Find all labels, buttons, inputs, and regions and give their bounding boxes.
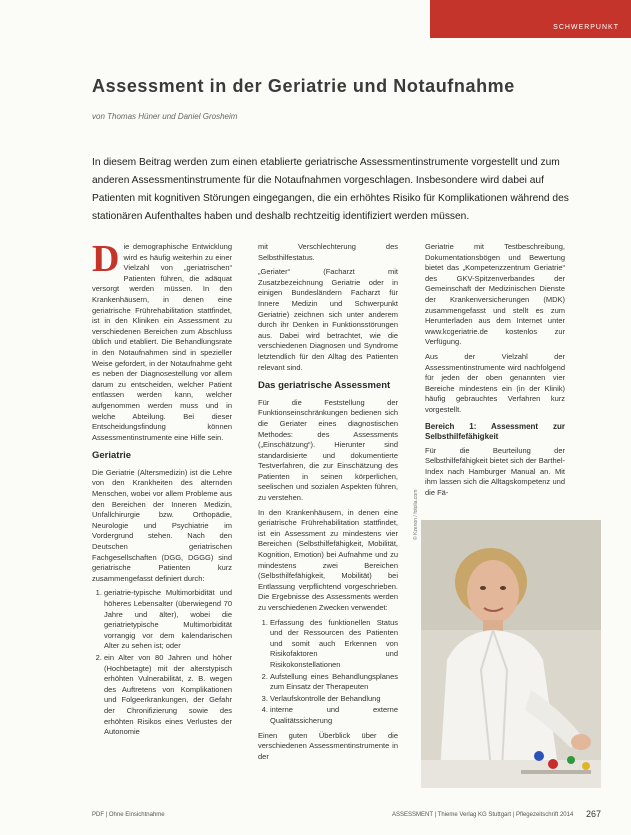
paragraph: Einen guten Überblick über die verschiedenen Assessmentinstrumente in der [258, 730, 398, 761]
article-photo [421, 520, 601, 788]
text-column-1 [92, 238, 232, 742]
photo-credit: © Kzenon / fotolia.com [413, 489, 419, 540]
section-band [430, 0, 631, 38]
list-item: 1. Erfassung des funktionellen Status und der Ressourcen des Patienten und somit auch Erkennen von Risikofaktoren und Risikokonstellationen [270, 618, 398, 671]
paragraph: Für die Feststellung der Funktionseinschränkungen bedienen sich die Geriater eines diagnostischen Methodes: des Assessments („Einschätzung“). Hierunter sind standardisierte und dokumentierte Testverfahren, die zur Einschätzung des Patienten in seinen körperlichen, seelischen und sozialen Aspekten führen, zu verstehen. [258, 397, 398, 503]
list-item: 2. ein Alter von 80 Jahren und höher (Hochbetagte) mit der alterstypisch erhöhten Vulnerabilität, z. B. wegen des Auftretens von Komplikationen und Folgeerkrankungen, der Gefahr der Chronifizierung sowie des erhöhten Risikos eines Verlustes der Autonomie [104, 653, 232, 738]
heading-assessment: Das geriatrische Assessment [258, 380, 391, 392]
heading-bereich-1: Bereich 1: Assessment zur Selbsthilfefähigkeit [425, 421, 565, 441]
heading-geriatrie: Geriatrie [92, 450, 132, 462]
paragraph: In den Krankenhäusern, in denen eine geriatrische Frührehabilitation stattfindet, ist ein Assessment zu mindestens vier Bereichen (Selbsthilfefähigkeit, Mobilität, Kognition, Emotion) bei Aufnahme und zu mindestens zwei Bereichen (Selbsthilfefähigkeit, Mobilität) bei Entlassung verpflichtend vorgeschrieben. Die Ergebnisse des Assessments werden zu verschiedenen Zwecken verwendet: [258, 507, 398, 612]
text-column-3 [425, 242, 565, 502]
paragraph: mit Verschlechterung des Selbsthilfestatus. [258, 242, 398, 262]
article-lead: In diesem Beitrag werden zum einen etablierte geriatrische Assessmentinstrumente vorgestellt und zum anderen Assessmentinstrumente für die Notaufnahmen vorgeschlagen. Insbesondere wird dabei auf Patienten mit kognitiven Störungen eingegangen, die ein erhöhtes Risiko für Komplikationen während des stationären Aufenthaltes haben und deshalb rechtzeitig identifiziert werden müssen. [92, 157, 569, 222]
photo-illustration [421, 520, 601, 788]
purpose-list [258, 618, 398, 727]
article-title: Assessment in der Geriatrie und Notaufnahme [92, 76, 515, 96]
dropcap: D [92, 238, 120, 280]
footer-left: PDF | Ohne Einsichtnahme [92, 812, 165, 818]
footer-right: ASSESSMENT | Thieme Verlag KG Stuttgart | Pflegezeitschrift 2014 [392, 812, 574, 818]
text-column-2 [258, 242, 398, 766]
paragraph-geriatrie: Die Geriatrie (Altersmedizin) ist die Lehre von den Krankheiten des alternden Menschen, wobei vor allem Probleme aus den Bereichen der Inneren Medizin, Unfallchirurgie bzw. Orthopädie, Neurologie und Psychiatrie im Vordergrund stehen. Nach den Deutschen geriatrischen Fachgesellschaften (DGG, DGGG) sind geriatrische Patienten kurz zusammengefasst definiert durch: [92, 467, 232, 583]
definition-list [92, 588, 232, 737]
list-item: 3. Verlaufskontrolle der Behandlung [270, 694, 398, 705]
list-item: 4. interne und externe Qualitätssicherung [270, 705, 398, 726]
paragraph: Aus der Vielzahl der Assessmentinstrumente wird nachfolgend für jeden der oben genannten vier Bereiche mindestens ein (in der Klinik) häufig gebrauchtes Verfahren kurz vorgestellt. [425, 351, 565, 414]
section-tag: SCHWERPUNKT [553, 24, 619, 31]
page-number: 267 [586, 809, 602, 819]
intro-paragraph [92, 238, 232, 443]
article-authors: von Thomas Hüner und Daniel Grosheim [92, 112, 238, 121]
paragraph: Für die Beurteilung der Selbsthilfefähigkeit bietet sich der Barthel-Index nach Hamburger Manual an. Mit ihm lassen sich die Alltagskompetenz und die Fä- [425, 445, 565, 497]
intro-text: ie demographische Entwicklung wird es häufig weiterhin zu einer Vielzahl von „geriatrischen“ Patienten führen, die adäquat versorgt werden müssen. In den Krankenhäusern, in denen eine geriatrische Frührehabilitation stattfindet, ist in den Kliniken ein Assessment zu verschiedenen Bereichen zum Abschluss üblich und etabliert. Die Behandlungsrate in den Notaufnahmen sind in spezieller Weise gefordert, in der Notaufnahme geht es neben der Diagnosestellung vor allem darum zu entscheiden, welcher Patient entlassen werden kann, welcher aufgenommen werden muss und in welche Abteilung. Bei dieser Entscheidungsfindung können Assessmentinstrumente eine Hilfe sein. [92, 242, 232, 442]
list-item: 1. geriatrie-typische Multimorbidität und höheres Lebensalter (überwiegend 70 Jahre und älter), wobei die geriatrietypische Multimorbidität vorrangig vor dem kalendarischen Alter zu sehen ist; oder [104, 588, 232, 652]
paragraph: „Geriater“ (Facharzt mit Zusatzbezeichnung Geriatrie oder in einigen Bundesländern Facharzt für Innere Medizin und Schwerpunkt Geriatrie) zeichnen sich unter anderem durch ihr Denken in Funktionsstörungen aus. Dabei wird betrachtet, wie die verschiedenen Diagnosen und Syndrome letztendlich für den Alltag des Patienten relevant sind. [258, 267, 398, 372]
list-item: 2. Aufstellung eines Behandlungsplanes zum Einsatz der Therapeuten [270, 672, 398, 693]
paragraph: Geriatrie mit Testbeschreibung, Dokumentationsbögen und Bewertung bietet das „Kompetenzzentrum Geriatrie“ des GKV-Spitzenverbandes der Gemeinschaft der Medizinischen Dienste der Krankenversicherungen (MDK) zusammengefasst und stellt es zum Herunterladen aus dem Internet unter www.kcgeriatrie.de kostenlos zur Verfügung. [425, 242, 565, 347]
